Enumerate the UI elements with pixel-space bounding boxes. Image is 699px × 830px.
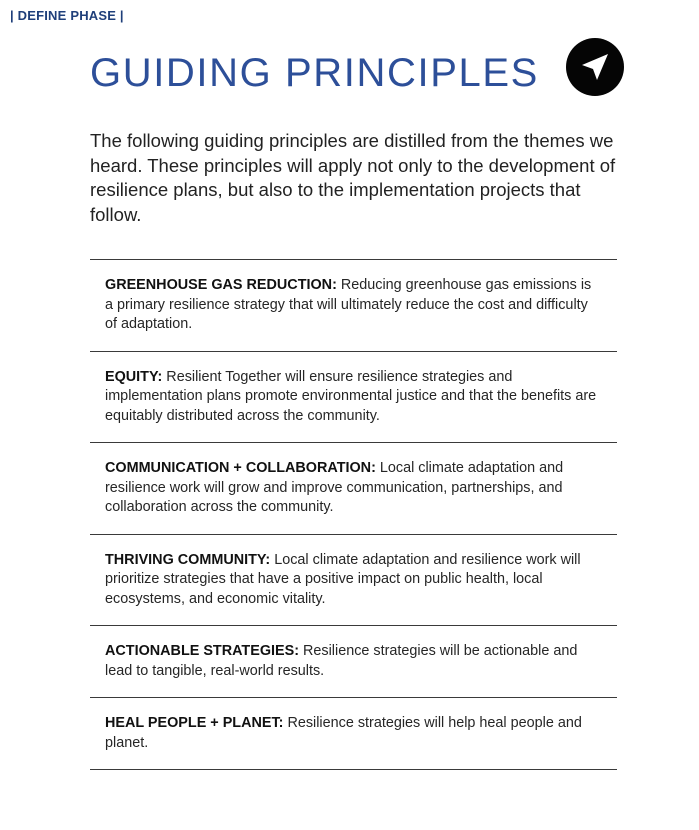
principle-heal-people-planet (90, 698, 617, 770)
navigation-badge (566, 38, 624, 96)
principle-title: HEAL PEOPLE + PLANET: (105, 715, 284, 731)
principle-text: Local climate adaptation and resilience work will prioritize strategies that have a positive impact on public health, local ecosystems, and economic vitality. (105, 551, 581, 607)
principles-list (90, 259, 617, 770)
principle-text: Resilience strategies will help heal people and planet. (105, 715, 582, 751)
principle-thriving-community (90, 535, 617, 627)
principle-text: Reducing greenhouse gas emissions is a primary resilience strategy that will ultimately reduce the cost and difficulty of adaptation. (105, 277, 592, 332)
principle-title: EQUITY: (105, 368, 163, 385)
principle-title: ACTIONABLE STRATEGIES: (105, 643, 300, 659)
principle-text: Local climate adaptation and resilience work will grow and improve communication, partnerships, and collaboration across the community. (105, 460, 564, 515)
principle-greenhouse-gas-reduction (90, 260, 617, 352)
page-title: GUIDING PRINCIPLES (90, 51, 539, 95)
principle-text: Resilience strategies will be actionable and lead to tangible, real-world results. (105, 643, 578, 679)
principle-actionable-strategies (90, 626, 617, 698)
principle-communication-collaboration (90, 443, 617, 535)
principle-title: THRIVING COMMUNITY: (105, 551, 271, 568)
navigation-arrow-icon (578, 50, 612, 84)
phase-tag: | DEFINE PHASE | (10, 8, 124, 23)
intro-paragraph: The following guiding principles are distilled from the themes we heard. These principles will apply not only to the development of resilience plans, but also to the implementation projects that follow. (90, 130, 616, 225)
principle-text: Resilient Together will ensure resilience strategies and implementation plans promote environmental justice and that the benefits are equitably distributed across the community. (105, 368, 597, 424)
principle-title: COMMUNICATION + COLLABORATION: (105, 460, 376, 476)
principle-title: GREENHOUSE GAS REDUCTION: (105, 277, 337, 293)
principle-equity (90, 352, 617, 444)
